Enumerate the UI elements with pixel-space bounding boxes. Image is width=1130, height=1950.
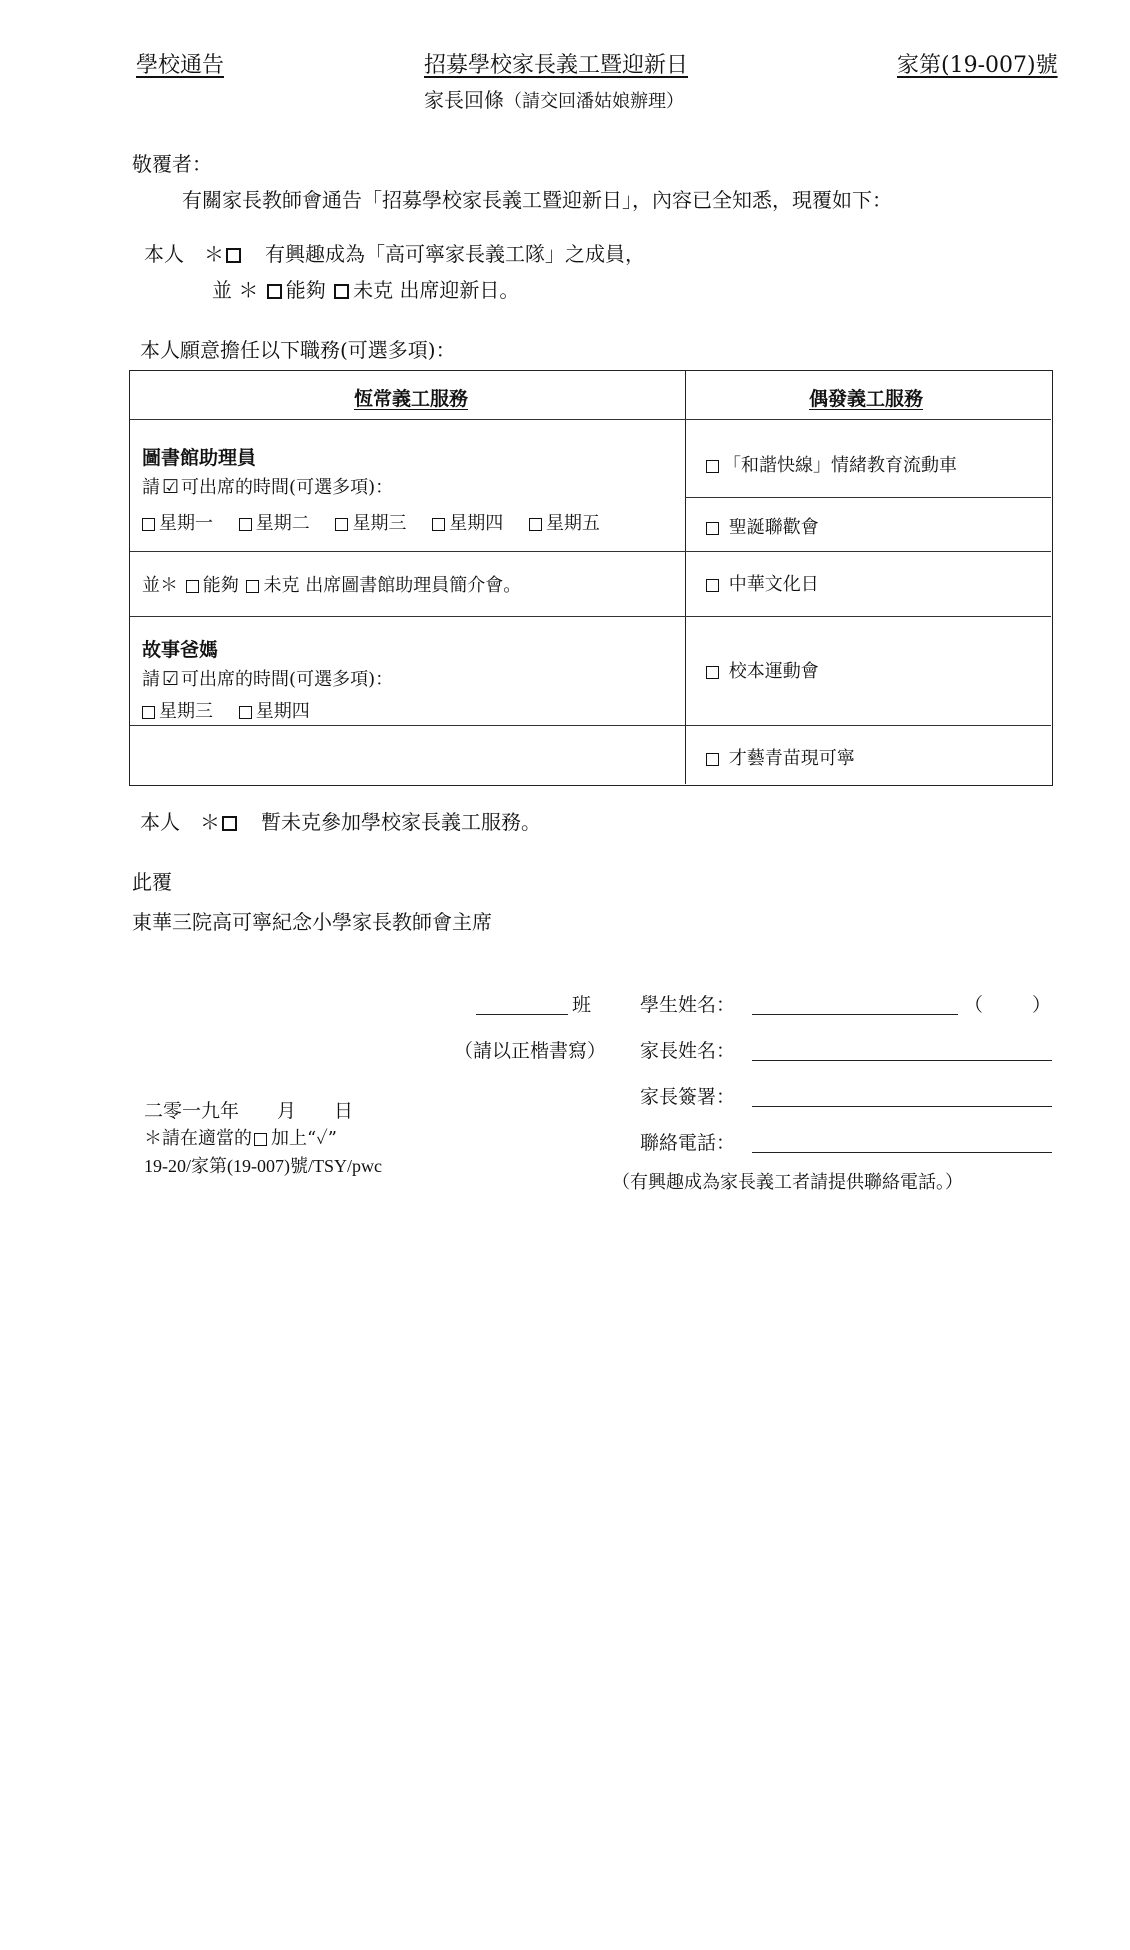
library-intro-able-label: 能夠 (202, 575, 239, 596)
table-rule (130, 551, 1051, 552)
student-name-label: 學生姓名： (640, 994, 736, 1016)
story-day-label: 星期四 (255, 701, 310, 722)
recipient: 東華三院高可寧紀念小學家長教師會主席 (132, 910, 492, 934)
orientation-suffix: 出席迎新日。 (399, 278, 520, 302)
closing: 此覆 (132, 870, 172, 894)
occasional-label: 校本運動會 (728, 661, 819, 682)
reference-code: 19-20/家第(19-007)號/TSY/pwc (144, 1156, 382, 1176)
table-rule (685, 497, 1051, 498)
decline-text: 暫未克參加學校家長義工服務。 (261, 810, 541, 834)
orientation-able-checkbox[interactable] (267, 284, 282, 299)
library-day-checkbox[interactable] (529, 518, 542, 531)
occasional-checkbox[interactable] (706, 753, 719, 766)
reply-slip-title (424, 84, 684, 113)
library-day-label: 星期四 (449, 513, 504, 534)
notice-ref: 家第(19-007)號 (897, 53, 1058, 78)
notice-type: 學校通告 (136, 53, 225, 78)
salutation: 敬覆者： (132, 152, 212, 176)
library-prompt-pre: 請 (142, 477, 160, 498)
library-day-checkbox[interactable] (432, 518, 445, 531)
occasional-checkbox[interactable] (706, 666, 719, 679)
checked-box-icon: ☑ (162, 668, 180, 690)
occasional-item (704, 657, 819, 683)
table-header-rule (130, 419, 1051, 420)
decline-checkbox[interactable] (222, 816, 237, 831)
student-paren-close: ） (1032, 994, 1052, 1016)
library-day-label: 星期五 (545, 513, 600, 534)
interest-prefix: 本人 ＊ (144, 242, 224, 266)
parent-name-label: 家長姓名： (640, 1040, 736, 1062)
library-day-checkbox[interactable] (335, 518, 348, 531)
occasional-checkbox[interactable] (706, 579, 719, 592)
date-line: 二零一九年 月 日 (144, 1100, 354, 1122)
signature-label: 家長簽署： (640, 1086, 736, 1108)
decline-prefix: 本人 ＊ (140, 810, 220, 834)
library-prompt-post: 可出席的時間(可選多項)： (181, 477, 394, 498)
library-day-checkbox[interactable] (142, 518, 155, 531)
story-prompt-pre: 請 (142, 669, 160, 690)
library-day-label: 星期一 (159, 513, 213, 534)
regular-service-header: 恆常義工服務 (354, 388, 469, 410)
orientation-able-label: 能夠 (285, 278, 326, 302)
phone-note: （有興趣成為家長義工者請提供聯絡電話。） (612, 1172, 963, 1193)
interest-text: 有興趣成為「高可寧家長義工隊」之成員， (265, 242, 645, 266)
block-letters-note: （請以正楷書寫） (454, 1040, 607, 1062)
occasional-checkbox[interactable] (706, 522, 719, 535)
occasional-label: 才藝青苗現可寧 (728, 748, 855, 769)
phone-input-line[interactable] (752, 1152, 1052, 1153)
intro-text: 有關家長教師會通告「招募學校家長義工暨迎新日」，內容已全知悉，現覆如下： (182, 188, 892, 212)
library-intro-suffix: 出席圖書館助理員簡介會。 (305, 575, 522, 596)
tick-note (144, 1124, 337, 1150)
library-time-prompt (142, 473, 393, 499)
tick-note-pre: ＊請在適當的 (144, 1128, 252, 1149)
student-name-input-line[interactable] (752, 1014, 958, 1015)
class-label: 班 (572, 994, 592, 1016)
library-days (140, 509, 600, 535)
table-rule (130, 725, 1051, 726)
orientation-unable-label: 未克 (353, 278, 394, 302)
library-day-checkbox[interactable] (239, 518, 252, 531)
occasional-item (704, 513, 819, 539)
library-intro-able-checkbox[interactable] (186, 580, 199, 593)
table-divider (685, 371, 686, 784)
decline-line (140, 806, 541, 835)
library-intro-prefix: 並＊ (142, 575, 178, 596)
story-days (140, 697, 310, 723)
checkbox-icon (254, 1133, 267, 1146)
orientation-unable-checkbox[interactable] (334, 284, 349, 299)
library-intro-unable-label: 未克 (263, 575, 300, 596)
story-day-checkbox[interactable] (142, 706, 155, 719)
student-paren-open: （ (964, 994, 984, 1016)
orientation-prefix: 並 ＊ (212, 278, 259, 302)
notice-title: 招募學校家長義工暨迎新日 (424, 53, 689, 78)
phone-label: 聯絡電話： (640, 1132, 736, 1154)
library-day-label: 星期二 (255, 513, 310, 534)
occasional-label: 「和諧快線」情緒教育流動車 (723, 455, 957, 476)
occasional-service-header: 偶發義工服務 (809, 388, 924, 410)
signature-input-line[interactable] (752, 1106, 1052, 1107)
interest-line (144, 238, 645, 267)
story-day-label: 星期三 (159, 701, 213, 722)
library-intro-unable-checkbox[interactable] (246, 580, 259, 593)
occasional-item (704, 744, 855, 770)
story-day-checkbox[interactable] (239, 706, 252, 719)
occasional-item (704, 451, 957, 477)
library-assistant-title: 圖書館助理員 (142, 447, 257, 469)
occasional-item (704, 570, 819, 596)
occasional-checkbox[interactable] (706, 460, 719, 473)
table-rule (130, 616, 1051, 617)
class-input-line[interactable] (476, 1014, 568, 1015)
story-parents-title: 故事爸媽 (142, 639, 219, 661)
tick-note-post: 加上“✓” (271, 1128, 338, 1149)
roles-intro: 本人願意擔任以下職務(可選多項)： (140, 338, 456, 362)
occasional-label: 中華文化日 (728, 574, 819, 595)
occasional-label: 聖誕聯歡會 (728, 517, 819, 538)
library-intro-line (142, 571, 521, 597)
reply-slip-note: （請交回潘姑娘辦理） (504, 91, 684, 112)
story-time-prompt (142, 665, 393, 691)
story-prompt-post: 可出席的時間(可選多項)： (181, 669, 394, 690)
checked-box-icon: ☑ (162, 476, 180, 498)
parent-name-input-line[interactable] (752, 1060, 1052, 1061)
reply-slip-label: 家長回條 (424, 88, 504, 112)
roles-table (129, 370, 1053, 786)
interest-checkbox[interactable] (226, 248, 241, 263)
orientation-line (212, 274, 519, 303)
library-day-label: 星期三 (352, 513, 407, 534)
